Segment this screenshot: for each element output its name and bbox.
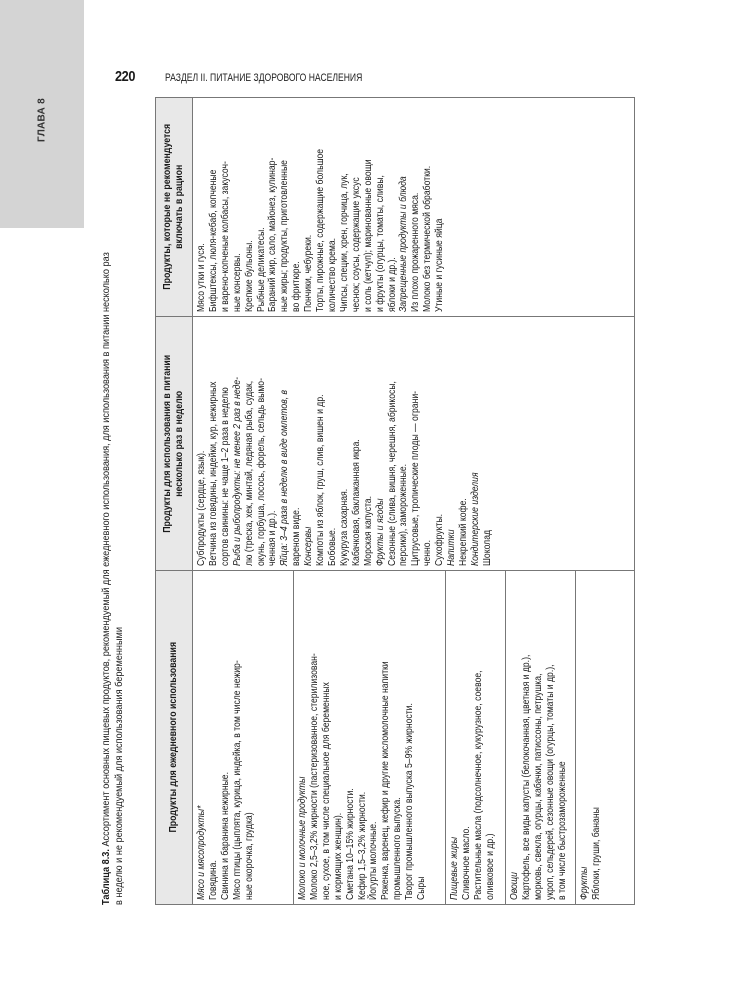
weekly-cell xyxy=(193,317,634,569)
cell-line: сортов свинины: не чаще 1–2 раза в неделю xyxy=(219,387,231,566)
chapter-label: ГЛАВА 8 xyxy=(36,97,48,143)
cell-line: ное, сухое, в том числе специальное для беременных xyxy=(320,682,332,900)
rotated-table-block xyxy=(100,97,640,905)
cell-line: Бараний жир, сало, майонез, кулинар- xyxy=(267,158,279,313)
caption-line-1: Ассортимент основных пищевых продуктов, рекомендуемый для ежедневного использования, для использования в питании несколько раз xyxy=(101,252,112,847)
group-title: Фрукты xyxy=(579,866,590,900)
cell-line: Напитки xyxy=(446,529,458,566)
cell-line: Бобовые. xyxy=(326,527,338,566)
weekly-cells xyxy=(193,317,634,569)
cell-line: во фритюре. xyxy=(291,261,303,313)
cell-line: Сухофрукты. xyxy=(434,513,446,566)
cell-line: Говядина. xyxy=(207,860,219,900)
column-not-recommended xyxy=(156,98,634,317)
column-daily xyxy=(156,571,634,904)
cell-line: Мясо птицы (цыплята, курица, индейка, в том числе нежир- xyxy=(231,660,243,900)
cell-line: окунь, горбуша, лосось, форель, сельдь вымо- xyxy=(255,377,267,566)
cell-line: Йогурты молочные. xyxy=(368,821,380,900)
cell-line: Кондитерские изделия xyxy=(469,472,481,566)
daily-group-cell xyxy=(294,571,446,904)
group-title: Пищевые жиры xyxy=(449,836,460,900)
cell-line: Цитрусовые, тропические плоды — ограни- xyxy=(410,390,422,566)
cell-line: ченная и др.). xyxy=(267,510,279,566)
cell-line: Запрещенные продукты и блюда xyxy=(398,176,410,313)
header-not-recommended: Продукты, которые не рекомендуется включать в рацион xyxy=(156,98,193,316)
cell-line: Из плохо прожаренного мяса. xyxy=(410,193,422,313)
table-caption xyxy=(100,97,150,905)
cell-line: персики), замороженные. xyxy=(398,463,410,566)
cell-line: ные жиры; продукты, приготовленные xyxy=(279,160,291,313)
cell-line: Кефир 1,5–3,2% жирности. xyxy=(356,791,368,900)
cell-line: Чипсы, специи, хрен, горчица, лук, xyxy=(338,173,350,313)
cell-line: Творог промышленного выпуска 5–9% жирности. xyxy=(404,703,416,900)
cell-line: Свинина и баранина нежирные. xyxy=(219,772,231,900)
cell-line: Сметана 10–15% жирности. xyxy=(344,788,356,900)
cell-line: Яблоки, груши, бананы xyxy=(590,807,602,900)
not-recommended-cells xyxy=(193,98,634,316)
column-weekly xyxy=(156,317,634,570)
cell-line: оливковое и др.) xyxy=(484,833,496,900)
cell-line: Некрепкий кофе. xyxy=(457,498,469,566)
daily-group-cell xyxy=(193,571,294,904)
cell-line: вареном виде. xyxy=(291,507,303,566)
cell-line: и соль (кетчуп); маринованные овощи xyxy=(362,159,374,313)
cell-line: и варено-копченые колбасы, закусоч- xyxy=(219,161,231,313)
cell-line: Молоко 2,5–3,2% жирности (пастеризованное, стерилизован- xyxy=(308,653,320,900)
cell-line: укроп, сельдерей, сезонные овощи (огурцы, томаты и др.), xyxy=(544,664,556,900)
cell-line: и фрукты (огурцы, томаты, сливы, xyxy=(374,175,386,313)
daily-group-cell xyxy=(576,571,634,904)
cell-line: Ряженка, варенец, кефир и другие кисломолочные напитки xyxy=(380,661,392,900)
cell-line: яблоки и др.). xyxy=(386,257,398,313)
cell-line: в том числе быстрозамороженные xyxy=(556,761,568,900)
cell-line: Сезонные (слива, вишня, черешня, абрикосы, xyxy=(386,380,398,566)
cell-line: ченно. xyxy=(422,539,434,566)
cell-line: Бифштексы, люля-кебаб, копченые xyxy=(207,170,219,313)
products-table xyxy=(155,97,635,905)
cell-line: промышленного выпуска. xyxy=(392,797,404,900)
cell-line: Шоколад xyxy=(481,529,493,566)
caption-label: Таблица 8.3. xyxy=(101,849,112,905)
cell-line: Морская капуста. xyxy=(362,495,374,566)
cell-line: количество крема. xyxy=(326,238,338,313)
not-recommended-cell xyxy=(193,98,634,316)
daily-group-cell xyxy=(506,571,576,904)
caption-line-2: в неделю и не рекомендуемый для использования беременными xyxy=(114,627,125,905)
group-title: Овощи xyxy=(509,872,520,900)
cell-line: Кукуруза сахарная. xyxy=(338,488,350,566)
cell-line: Сыры xyxy=(416,876,428,900)
cell-line: Растительные масла (подсолнечное, кукурузное, соевое, xyxy=(472,670,484,900)
cell-line: Мясо утки и гуся. xyxy=(196,243,207,313)
chapter-tab xyxy=(0,0,84,228)
header-weekly: Продукты для использования в питании несколько раз в неделю xyxy=(156,317,193,569)
daily-cells xyxy=(193,571,634,904)
group-title: Мясо и мясопродукты* xyxy=(196,805,207,900)
cell-line: Субпродукты (сердце, язык). xyxy=(196,450,207,566)
cell-line: Кабачковая, баклажанная икра. xyxy=(350,439,362,566)
cell-line: Крепкие бульоны. xyxy=(243,240,255,313)
cell-line: Яйца: 3–4 раза в неделю в виде омлетов, в xyxy=(279,389,291,566)
cell-line: Утиные и гусиные яйца xyxy=(434,218,446,313)
cell-line: чеснок; соусы, содержащие уксус xyxy=(350,177,362,313)
cell-line: Торты, пирожные, содержащие большое xyxy=(315,149,327,313)
cell-line: Рыба и рыбопродукты: не менее 2 раз в неде- xyxy=(231,376,243,566)
cell-line: Консервы xyxy=(303,526,315,566)
running-head: РАЗДЕЛ II. ПИТАНИЕ ЗДОРОВОГО НАСЕЛЕНИЯ xyxy=(165,72,363,84)
header-daily: Продукты для ежедневного использования xyxy=(156,571,193,904)
page-number: 220 xyxy=(115,68,136,85)
cell-line: Ветчина из говядины, индейки, кур, нежирных xyxy=(207,381,219,566)
cell-line: ные консервы. xyxy=(231,253,243,313)
cell-line: Молоко без термической обработки. xyxy=(422,166,434,313)
cell-line: лю (треска, хек, минтай, ледяная рыба, судак, xyxy=(243,380,255,566)
daily-group-cell xyxy=(446,571,506,904)
cell-line: Рыбные деликатесы. xyxy=(255,227,267,313)
cell-line: Фрукты и ягоды xyxy=(374,498,386,566)
cell-line: морковь, свекла, огурцы, кабачки, патиссоны, петрушка, xyxy=(532,673,544,900)
group-title: Молоко и молочные продукты xyxy=(297,776,308,900)
cell-line: ные окорочка, грудка) xyxy=(243,812,255,900)
cell-line: Компоты из яблок, груш, слив, вишен и др. xyxy=(315,394,327,566)
cell-line: Картофель, все виды капусты (белокочанная, цветная и др.), xyxy=(520,654,532,900)
cell-line: и кормящих женщин). xyxy=(332,812,344,900)
cell-line: Пончики, чебуреки. xyxy=(303,235,315,313)
cell-line: Сливочное масло. xyxy=(460,826,472,900)
